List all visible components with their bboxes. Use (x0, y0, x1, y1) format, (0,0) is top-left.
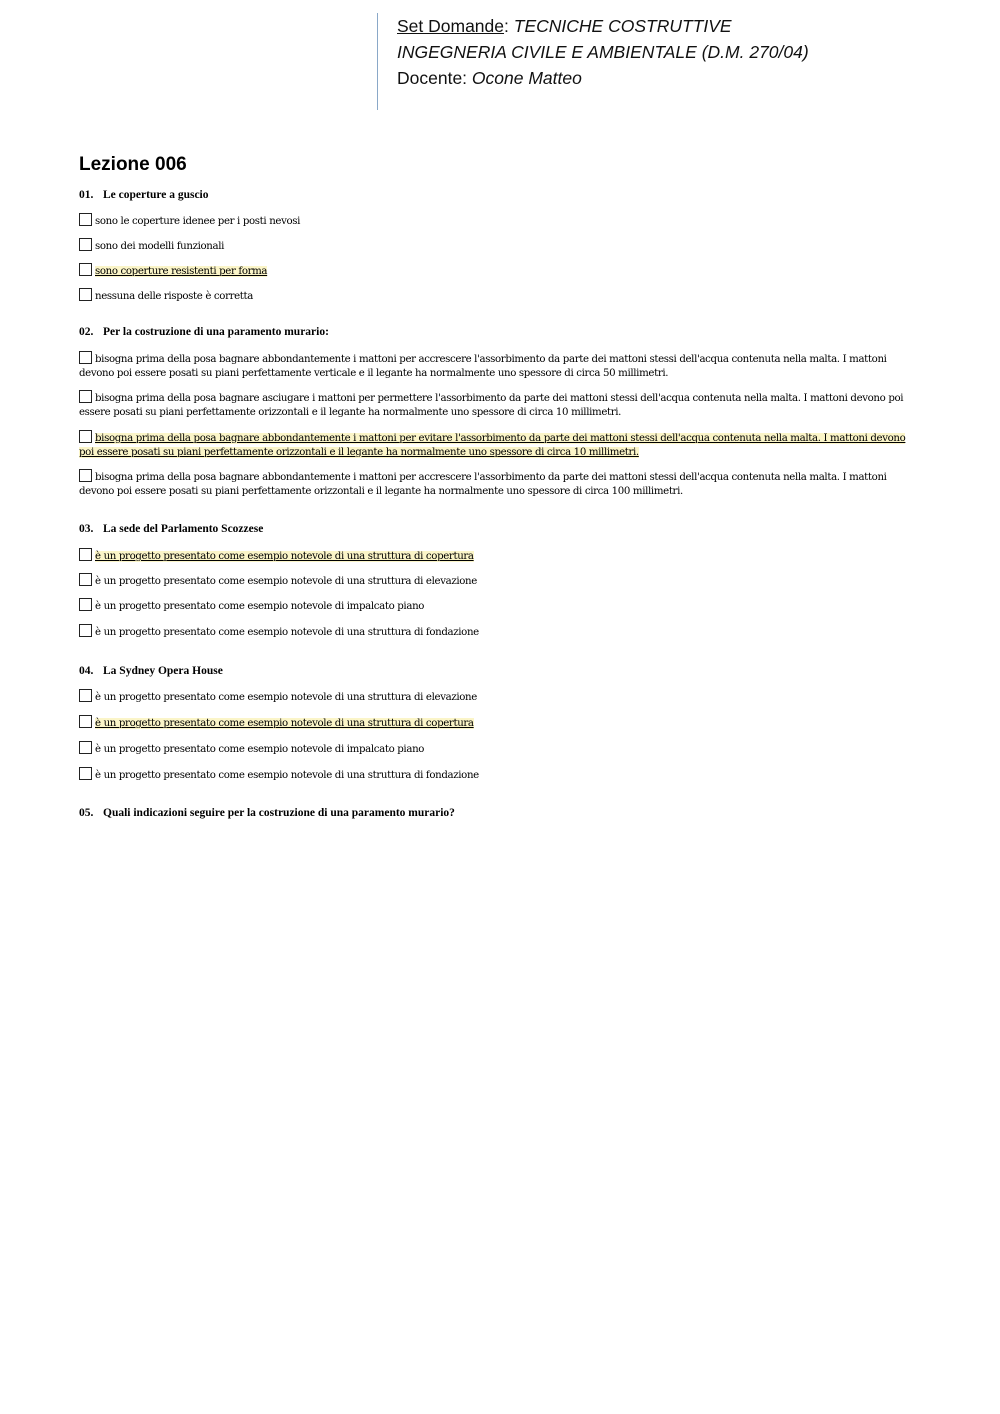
answer-option (79, 598, 913, 614)
answer-option (79, 351, 913, 380)
set-title: TECNICHE COSTRUTTIVE (513, 16, 732, 36)
teacher-label: Docente: (397, 68, 468, 88)
question-number: 05. (79, 807, 94, 819)
option-text: sono dei modelli funzionali (95, 241, 225, 252)
option-text: è un progetto presentato come esempio notevole di una struttura di fondazione (95, 627, 479, 638)
question-text: Quali indicazioni seguire per la costruzione di una paramento murario? (103, 807, 455, 819)
answer-checkbox[interactable] (79, 548, 92, 561)
question-title (79, 807, 913, 819)
answer-checkbox[interactable] (79, 767, 92, 780)
option-text: è un progetto presentato come esempio notevole di una struttura di fondazione (95, 770, 479, 781)
lesson-title: Lezione 006 (79, 154, 187, 175)
answer-option (79, 573, 913, 589)
answer-option (79, 689, 913, 705)
answer-option (79, 390, 913, 419)
answer-checkbox[interactable] (79, 689, 92, 702)
answer-option (79, 469, 913, 498)
question-title (79, 189, 913, 201)
option-text: è un progetto presentato come esempio notevole di impalcato piano (95, 744, 425, 755)
answer-checkbox[interactable] (79, 430, 92, 443)
option-text: sono le coperture idenee per i posti nevosi (95, 216, 301, 227)
answer-checkbox[interactable] (79, 715, 92, 728)
course-name: INGEGNERIA CIVILE E AMBIENTALE (D.M. 270/04) (397, 42, 809, 62)
answer-checkbox[interactable] (79, 573, 92, 586)
question-title (79, 665, 913, 677)
question-title (79, 326, 913, 338)
answer-checkbox[interactable] (79, 741, 92, 754)
answer-checkbox[interactable] (79, 213, 92, 226)
set-colon: : (504, 16, 509, 36)
question-text: Le coperture a guscio (103, 189, 209, 201)
question-text: Per la costruzione di una paramento murario: (103, 326, 329, 338)
teacher-name: Ocone Matteo (471, 68, 582, 88)
question-text: La sede del Parlamento Scozzese (103, 523, 264, 535)
answer-option (79, 238, 913, 254)
answer-checkbox[interactable] (79, 351, 92, 364)
answer-option (79, 288, 913, 304)
question-text: La Sydney Opera House (103, 665, 223, 677)
option-text: è un progetto presentato come esempio notevole di una struttura di elevazione (95, 576, 477, 587)
option-text: nessuna delle risposte è corretta (95, 291, 254, 302)
answer-checkbox[interactable] (79, 263, 92, 276)
document-header (377, 13, 937, 110)
option-text: bisogna prima della posa bagnare abbondantemente i mattoni per evitare l'assorbimento da parte dei mattoni stessi dell'acqua contenuta nella malta. I mattoni devono poi essere posati su piani perfettamente orizzontali e il legante ha normalmente uno spessore di circa 10 millimetri. (79, 433, 906, 458)
option-text: bisogna prima della posa bagnare abbondantemente i mattoni per accrescere l'assorbimento da parte dei mattoni stessi dell'acqua contenuta nella malta. I mattoni devono poi essere posati su piani perfettamente orizzontali e il legante ha normalmente uno spessore di circa 100 millimetri. (79, 472, 887, 497)
set-label: Set Domande (397, 16, 505, 36)
answer-checkbox[interactable] (79, 390, 92, 403)
option-text: è un progetto presentato come esempio notevole di impalcato piano (95, 601, 425, 612)
answer-checkbox[interactable] (79, 598, 92, 611)
answer-option-highlighted (79, 715, 913, 731)
option-text: è un progetto presentato come esempio notevole di una struttura di copertura (95, 551, 474, 562)
header-set-line (397, 13, 937, 39)
answer-checkbox[interactable] (79, 238, 92, 251)
answer-checkbox[interactable] (79, 624, 92, 637)
question-title (79, 523, 913, 535)
option-text: bisogna prima della posa bagnare asciugare i mattoni per permettere l'assorbimento da parte dei mattoni stessi dell'acqua contenuta nella malta. I mattoni devono poi essere posati su piani perfettamente orizzontali e il legante ha normalmente uno spessore di circa 10 millimetri. (79, 393, 904, 418)
answer-option (79, 213, 913, 229)
option-text: sono coperture resistenti per forma (95, 266, 268, 277)
option-text: è un progetto presentato come esempio notevole di una struttura di elevazione (95, 692, 477, 703)
answer-option-highlighted (79, 430, 913, 459)
answer-option-highlighted (79, 548, 913, 564)
question-number: 04. (79, 665, 94, 677)
question-number: 03. (79, 523, 94, 535)
answer-option (79, 767, 913, 783)
answer-option (79, 741, 913, 757)
option-text: è un progetto presentato come esempio notevole di una struttura di copertura (95, 718, 474, 729)
answer-option (79, 624, 913, 640)
answer-option-highlighted (79, 263, 913, 279)
answer-checkbox[interactable] (79, 469, 92, 482)
question-number: 01. (79, 189, 94, 201)
question-number: 02. (79, 326, 94, 338)
answer-checkbox[interactable] (79, 288, 92, 301)
option-text: bisogna prima della posa bagnare abbondantemente i mattoni per accrescere l'assorbimento da parte dei mattoni stessi dell'acqua contenuta nella malta. I mattoni devono poi essere posati su piani perfettamente verticale e il legante ha normalmente uno spessore di circa 50 millimetri. (79, 354, 887, 379)
header-teacher-line (397, 65, 937, 91)
